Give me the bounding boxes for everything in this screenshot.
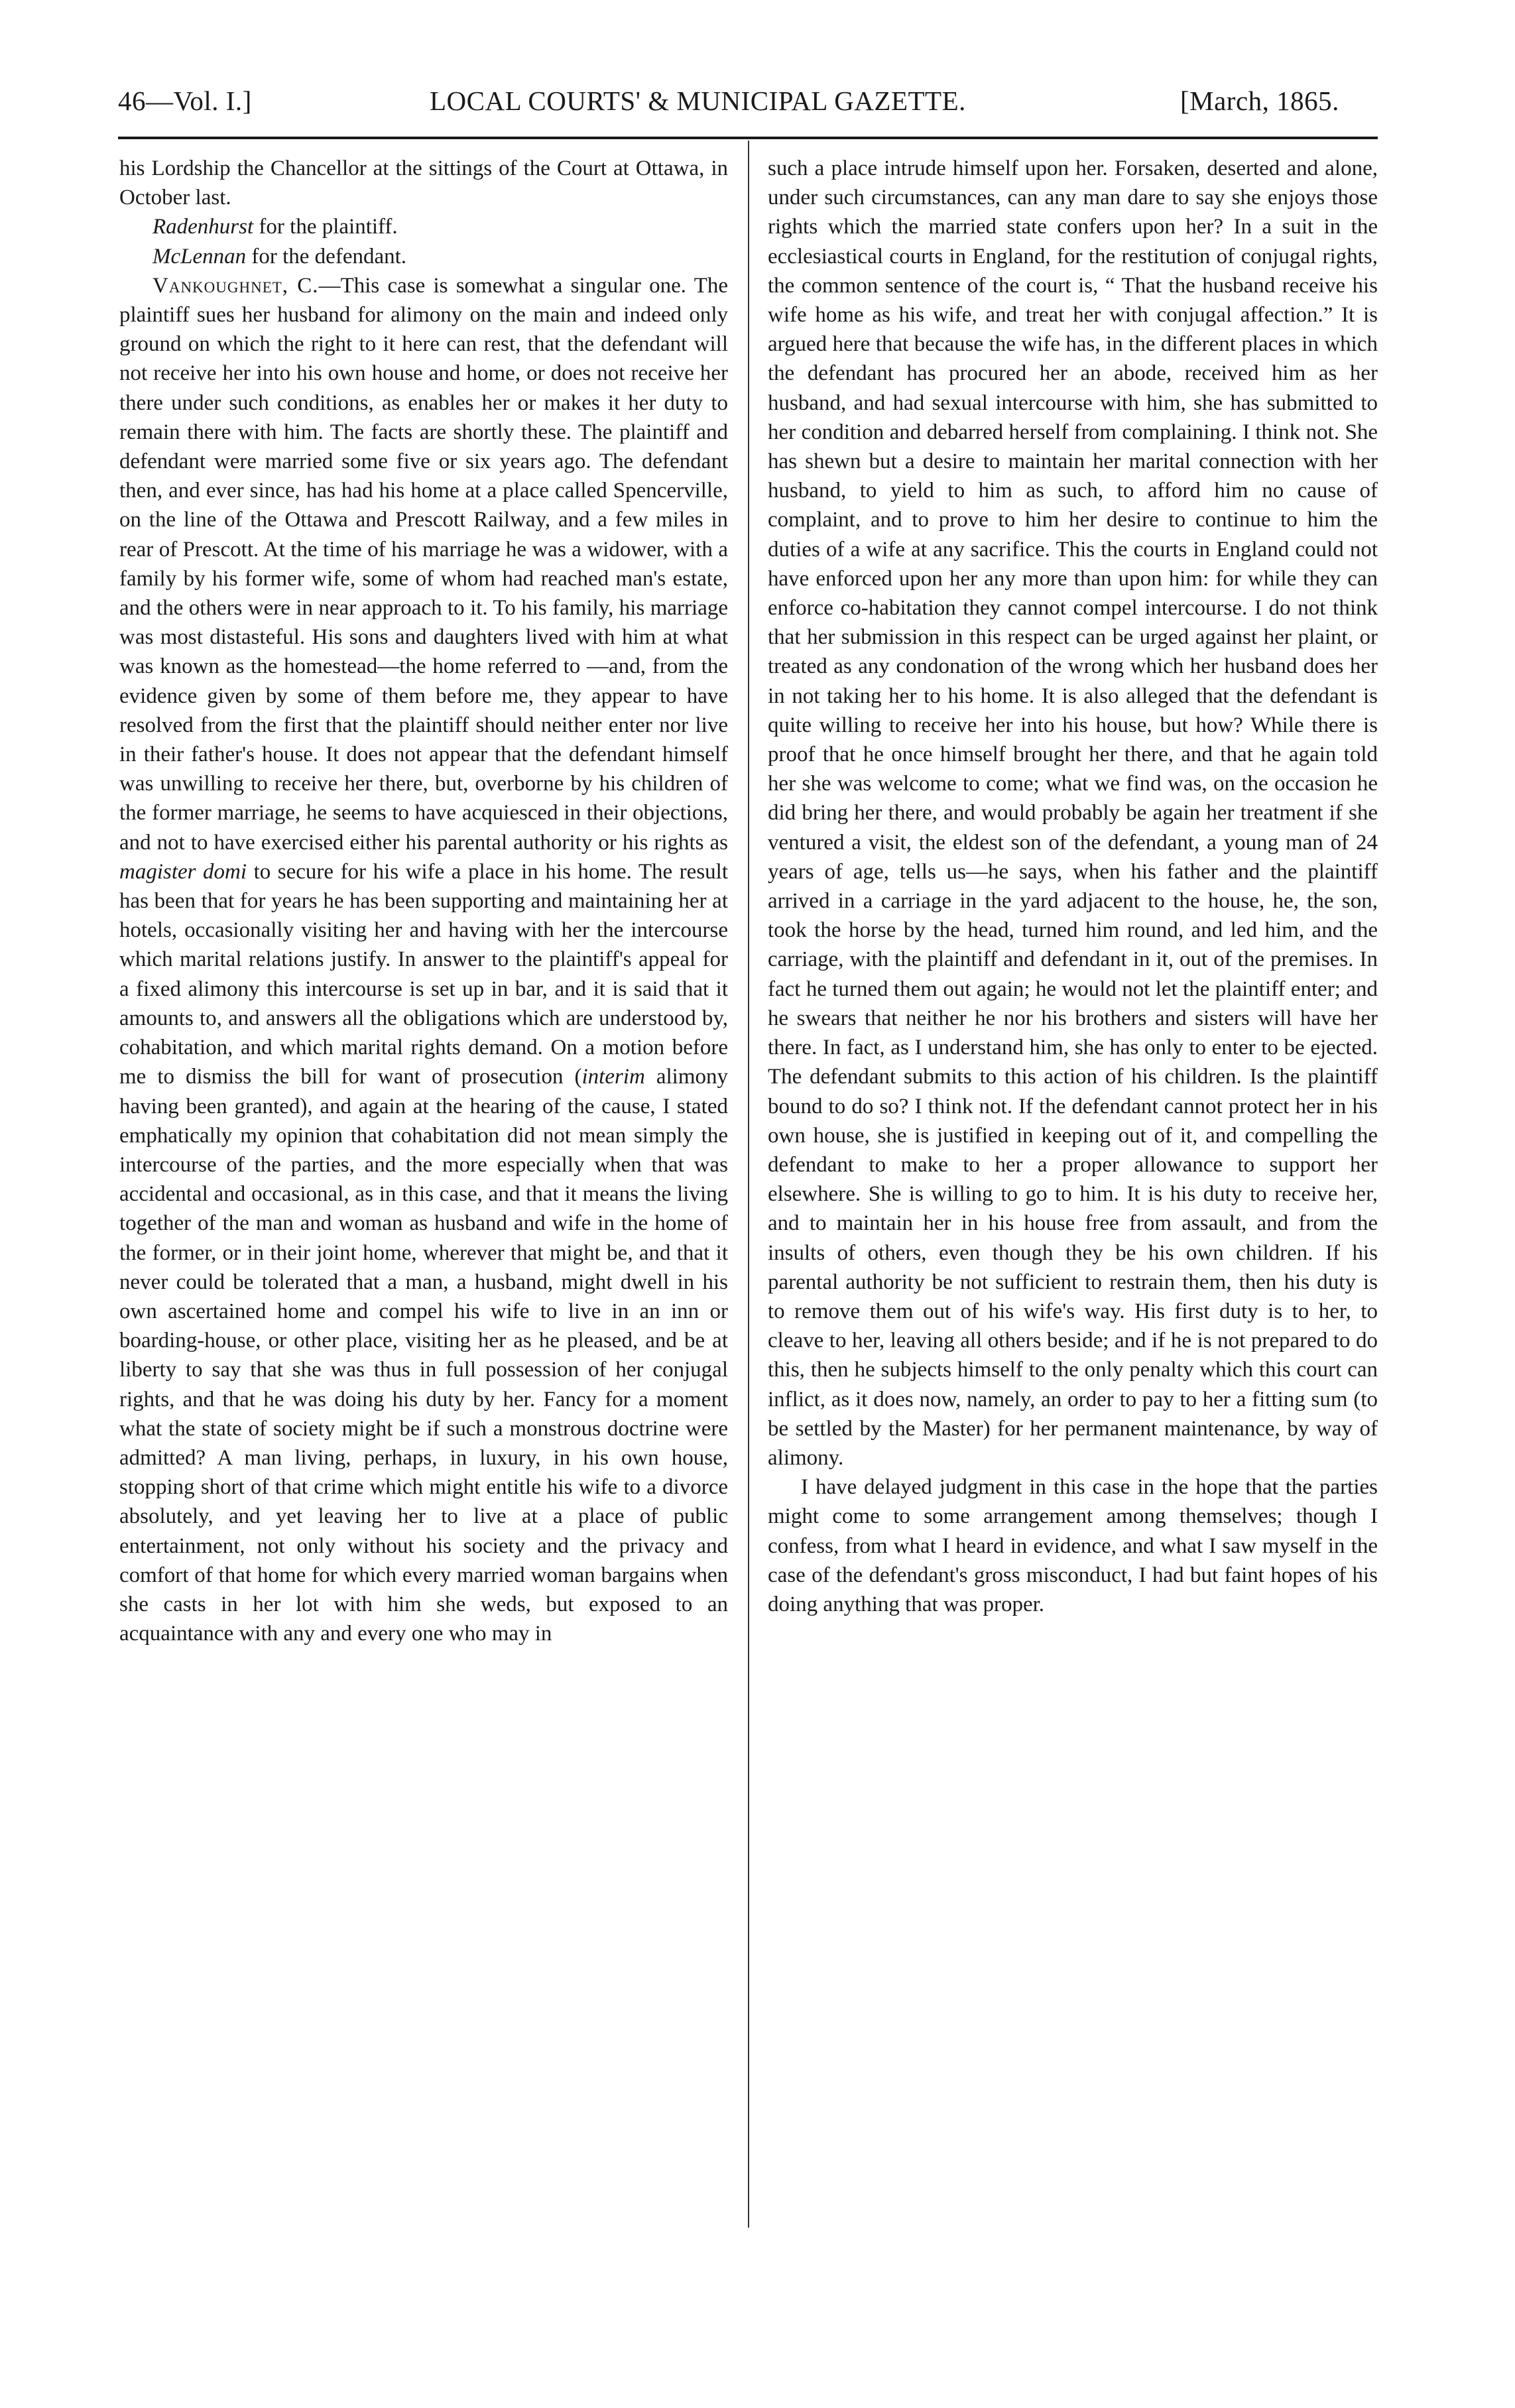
continued-paragraph: such a place intrude himself upon her. Forsaken, deserted and alone, under such circumstances, can any man dare to say she enjoys those rights which the married state confers upon her? In a suit in the ecclesiastical courts in England, for the restitution of conjugal rights, the common sentence of the court is, “ That the husband receive his wife home as his wife, and treat her with conjugal affection.” It is argued here that because the wife has, in the different places in which the defendant has procured her an abode, received him as her husband, and had sexual intercourse with him, she has submitted to her condition and debarred herself from complaining. I think not. She has shewn but a desire to maintain her marital connection with her husband, to yield to him as such, to afford him no cause of complaint, and to prove to him her desire to continue to him the duties of a wife at any sacrifice. This the courts in England could not have enforced upon her any more than upon him: for while they can enforce co-habitation they cannot compel intercourse. I do not think that her submission in this respect can be urged against her plaint, or treated as any condonation of the wrong which her husband does her in not taking her to his home. It is also alleged that the defendant is quite willing to receive her into his house, but how? While there is proof that he once himself brought her there, and that he again told her she was welcome to come; what we find was, on the occasion he did bring her there, and would probably be again her treatment if she ventured a visit, the eldest son of the defendant, a young man of 24 years of age, tells us—he says, when his father and the plaintiff arrived in a carriage in the yard adjacent to the house, he, the son, took the horse by the head, turned him round, and led him, and the carriage, with the plaintiff and defendant in it, out of the premises. In fact he turned them out again; he would not let the plaintiff enter; and he swears that neither he nor his brothers and sisters will have her there. In fact, as I understand him, she has only to enter to be ejected. The defendant submits to this action of his children. Is the plaintiff bound to do so? I think not. If the defendant cannot protect her in his own house, she is justified in keeping out of it, and compelling the defendant to make to her a proper allowance to support her elsewhere. She is willing to go to him. It is his duty to receive her, and to maintain her in his house free from assault, and from the insults of others, even though they be his own children. If his parental authority be not sufficient to restrain them, then his duty is to remove them out of his wife's way. His first duty is to her, to cleave to her, leaving all others beside; and if he is not prepared to do this, then he subjects himself to the only penalty which this court can inflict, as it does now, namely, an order to pay to her a fitting sum (to be settled by the Master) for her permanent maintenance, by way of alimony. [768,156,1378,1470]
left-column [119,154,728,1648]
intro-paragraph: his Lordship the Chancellor at the sittings of the Court at Ottawa, in October last. [119,156,728,210]
judge-name: Vankoughnet, C. [152,273,319,298]
judgment-italic-1: magister domi [119,859,247,884]
counsel-plaintiff [119,212,728,241]
judgment-text-3: alimony having been granted), and again at the hearing of the cause, I stated emphatically my opinion that cohabitation did not mean simply the intercourse of the parties, and the more especially when that was accidental and occasional, as in this case, and that it means the living together of the man and woman as husband and wife in the home of the former, or in their joint home, wherever that might be, and that it never could be tolerated that a man, a husband, might dwell in his own ascertained home and compel his wife to live in an inn or boarding-house, or other place, visiting her as he pleased, and be at liberty to say that she was thus in full possession of her conjugal rights, and that he was doing his duty by her. Fancy for a moment what the state of society might be if such a monstrous doctrine were admitted? A man living, perhaps, in luxury, in his own house, stopping short of that crime which might entitle his wife to a divorce absolutely, and yet leaving her to live at a place of public entertainment, not only without his society and the privacy and comfort of that home for which every married woman bargains when she casts in her lot with him she weds, but exposed to an acquaintance with any and every one who may in [119,1065,729,1646]
page-header [118,78,1378,125]
judgment-paragraph [119,271,728,1649]
publication-title: LOCAL COURTS' & MUNICIPAL GAZETTE. [430,86,966,116]
issue-date: [March, 1865. [1180,86,1339,116]
judgment-text-1: —This case is somewhat a singular one. The plaintiff sues her husband for alimony on the main and indeed only ground on which the right to it here can rest, that the defendant will not receive her into his own house and home, or does not receive her there under such conditions, as enables her or makes it her duty to remain there with him. The facts are shortly these. The plaintiff and defendant were married some five or six years ago. The defendant then, and ever since, has had his home at a place called Spencerville, on the line of the Ottawa and Prescott Railway, and a few miles in rear of Prescott. At the time of his marriage he was a widower, with a family by his former wife, some of whom had reached man's estate, and the others were in near approach to it. To his family, his marriage was most distasteful. His sons and daughters lived with him at what was known as the homestead—the home referred to —and, from the evidence given by some of them before me, they appear to have resolved from the first that the plaintiff should neither enter nor live in their father's house. It does not appear that the defendant himself was unwilling to receive her there, but, overborne by his children of the former marriage, he seems to have acquiesced in their objections, and not to have exercised either his parental authority or his rights as [119,273,728,855]
closing-paragraph: I have delayed judgment in this case in the hope that the parties might come to some arrangement among themselves; though I confess, from what I heard in evidence, and what I saw myself in the case of the defendant's gross misconduct, I had but faint hopes of his doing anything that was proper. [768,1475,1378,1616]
counsel-defendant [119,242,728,271]
volume-label: 46—Vol. I.] [118,86,252,116]
judgment-italic-2: interim [581,1065,645,1089]
counsel-defendant-name: McLennan [152,244,247,269]
counsel-plaintiff-role: for the plaintiff. [253,215,398,239]
counsel-defendant-role: for the defendant. [246,244,407,269]
column-divider [748,141,749,2228]
counsel-plaintiff-name: Radenhurst [152,215,254,239]
judgment-text-2: to secure for his wife a place in his home. The result has been that for years he has been supporting and maintaining her at hotels, occasionally visiting her and having with her the intercourse which marital relations justify. In answer to the plaintiff's appeal for a fixed alimony this intercourse is set up in bar, and it is said that it amounts to, and answers all the obligations which are understood by, cohabitation, and which marital rights demand. On a motion before me to dismiss the bill for want of prosecution ( [119,859,728,1089]
header-rule [118,137,1378,139]
right-column [768,154,1378,1619]
